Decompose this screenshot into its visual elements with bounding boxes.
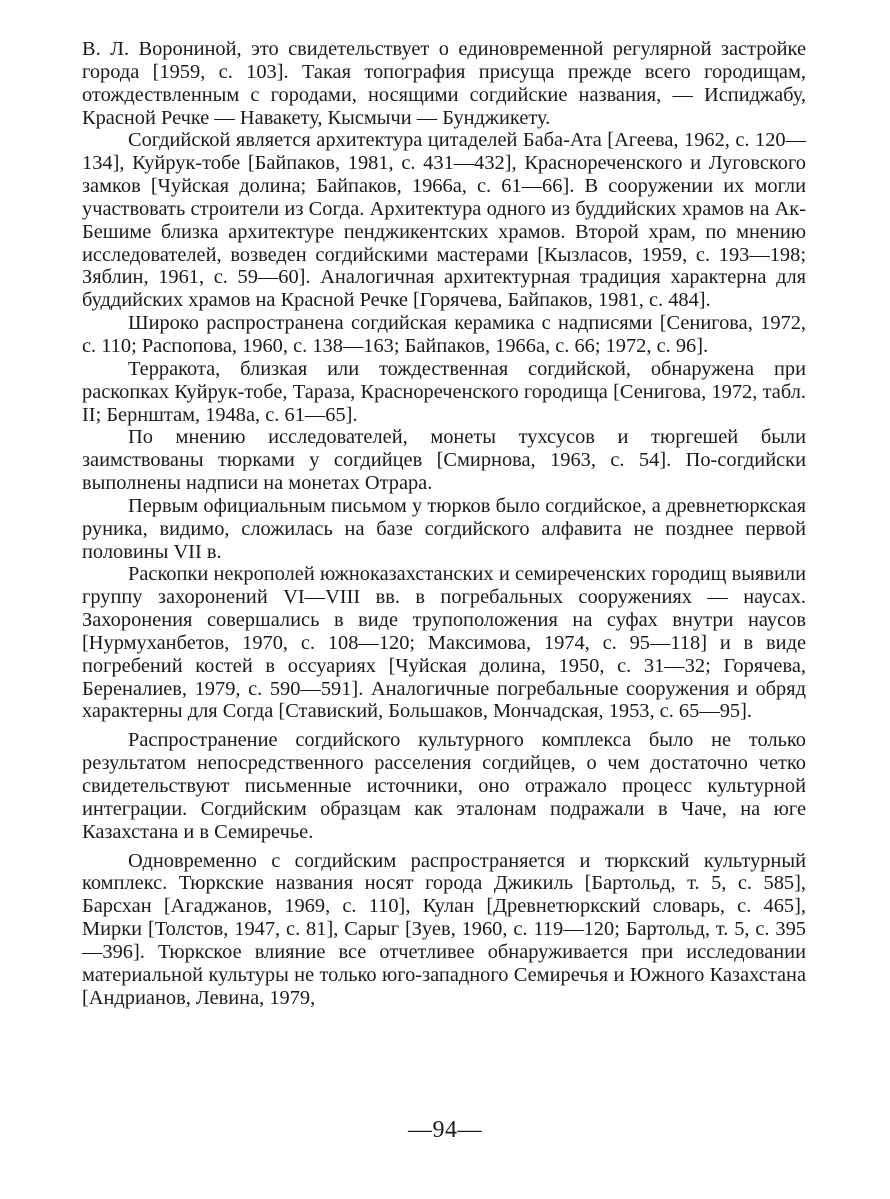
paragraph: Первым официальным письмом у тюрков было согдийское, а древнетюркская руника, видимо, сложилась на базе согдийского алфавита не позднее первой половины VII в. — [82, 494, 806, 563]
paragraph: Распространение согдийского культурного комплекса было не только результатом непосредственного расселения согдийцев, о чем достаточно четко свидетельствуют письменные источники, оно отражало процесс культурной интеграции. Согдийским образцам как эталонам подражали в Чаче, на юге Казахстана и в Семиречье. — [82, 729, 806, 843]
page-number: —94— — [408, 1117, 482, 1143]
body-text — [82, 38, 806, 1009]
paragraph: Терракота, близкая или тождественная согдийской, обнаружена при раскопках Куйрук-тобе, Тараза, Краснореченского городища [Сенигова, 1972, табл. II; Бернштам, 1948а, с. 61—65]. — [82, 357, 806, 426]
paragraph: Согдийской является архитектура цитаделей Баба-Ата [Агеева, 1962, с. 120—134], Куйрук-тобе [Байпаков, 1981, с. 431—432], Краснореченского и Луговского замков [Чуйская долина; Байпаков, 1966а, с. 61—66]. В сооружении их могли участвовать строители из Согда. Архитектура одного из буддийских храмов на Ак-Бешиме близка архитектуре пенджикентских храмов. Второй храм, по мнению исследователей, возведен согдийскими мастерами [Кызласов, 1959, с. 193—198; Зяблин, 1961, с. 59—60]. Аналогичная архитектурная традиция характерна для буддийских храмов на Красной Речке [Горячева, Байпаков, 1981, с. 484]. — [82, 129, 806, 312]
paragraph: В. Л. Ворониной, это свидетельствует о единовременной регулярной застройке города [1959, с. 103]. Такая топография присуща прежде всего городищам, отождествленным с городами, носящими согдийские названия, — Испиджабу, Красной Речке — Навакету, Кысмычи — Бунджикету. — [82, 38, 806, 129]
paragraph: Одновременно с согдийским распространяется и тюркский культурный комплекс. Тюркские названия носят города Джикиль [Бартольд, т. 5, с. 585], Барсхан [Агаджанов, 1969, с. 110], Кулан [Древнетюркский словарь, с. 465], Мирки [Толстов, 1947, с. 81], Сарыг [Зуев, 1960, с. 119—120; Бартольд, т. 5, с. 395—396]. Тюркское влияние все отчетливее обнаруживается при исследовании материальной культуры не только юго-западного Семиречья и Южного Казахстана [Андрианов, Левина, 1979, — [82, 849, 806, 1009]
paragraph: По мнению исследователей, монеты тухсусов и тюргешей были заимствованы тюрками у согдийцев [Смирнова, 1963, с. 54]. По-согдийски выполнены надписи на монетах Отрара. — [82, 426, 806, 495]
paragraph: Раскопки некрополей южноказахстанских и семиреченских городищ выявили группу захоронений VI—VIII вв. в погребальных сооружениях — наусах. Захоронения совершались в виде трупоположения на суфах внутри наусов [Нурмуханбетов, 1970, с. 108—120; Максимова, 1974, с. 95—118] и в виде погребений костей в оссуариях [Чуйская долина, 1950, с. 31—32; Горячева, Береналиев, 1979, с. 590—591]. Аналогичные погребальные сооружения и обряд характерны для Согда [Ставиский, Большаков, Мончадская, 1953, с. 65—95]. — [82, 563, 806, 723]
paragraph: Широко распространена согдийская керамика с надписями [Сенигова, 1972, с. 110; Распопова, 1960, с. 138—163; Байпаков, 1966а, с. 66; 1972, с. 96]. — [82, 312, 806, 357]
